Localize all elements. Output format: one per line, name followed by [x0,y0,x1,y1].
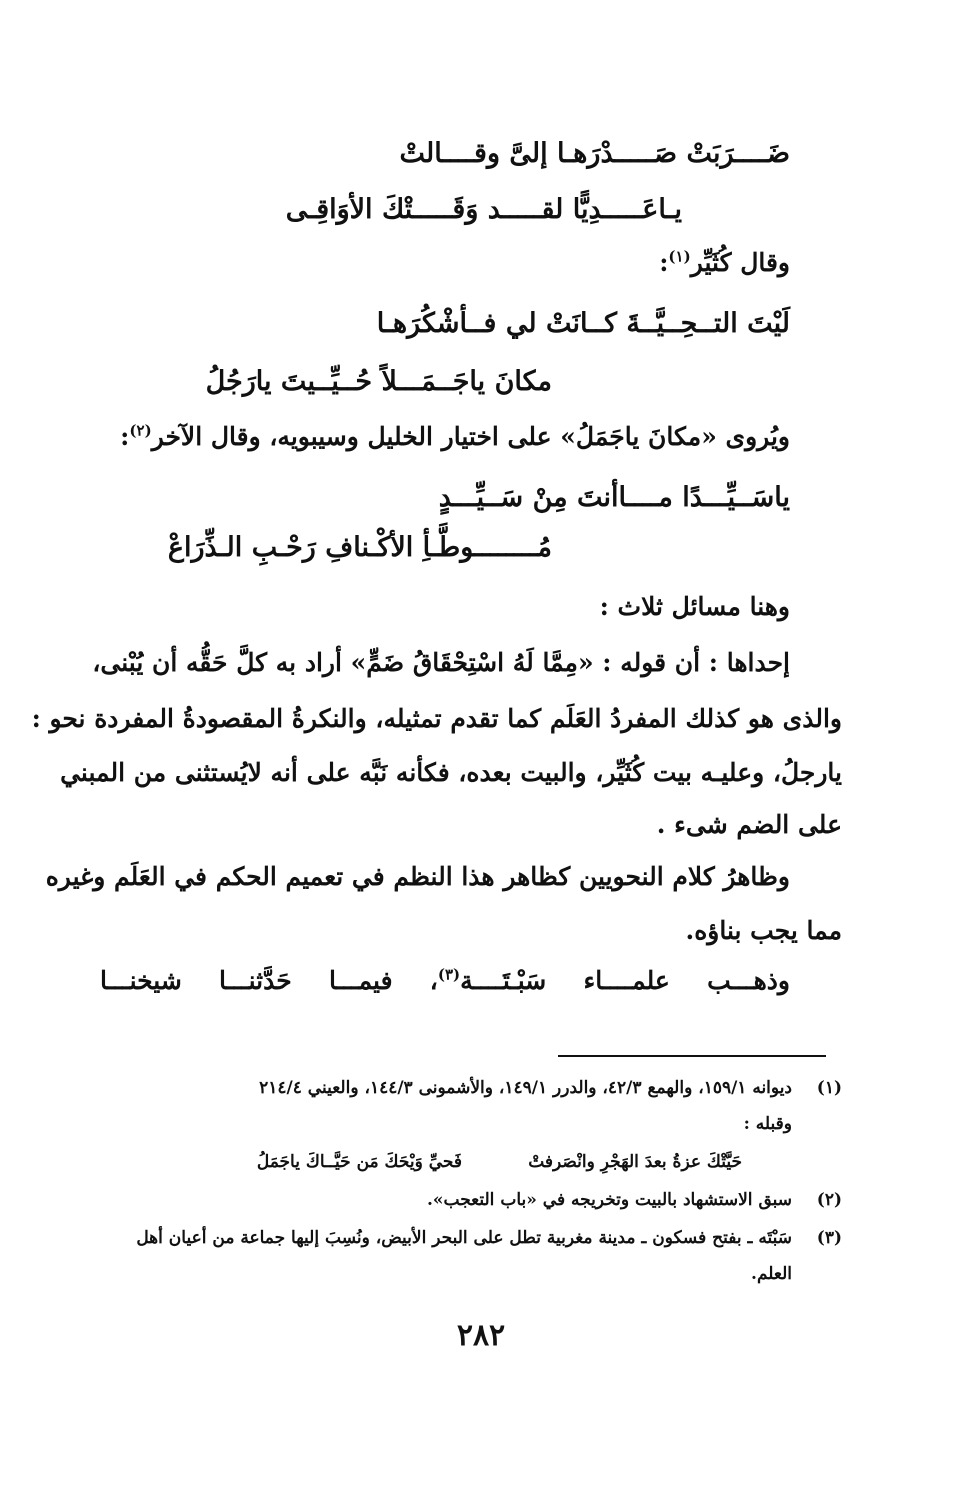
para3-before: وذهـــب علمــــاء سَبْـتَــــة [460,966,790,995]
verse-line: مكانَ ياجَــمَـــلاً حُــيِّــيتَ يارَجُلُ [205,366,552,397]
para3-after: ، فيمـــا حَدَّثنـــا شيخنـــا [100,966,438,995]
footnote-verse-second-half: فَحيِّ وَيْحَكَ مَن حَيَّــاكَ ياجَمَلُ [256,1152,462,1172]
section-heading: وهنا مسائل ثلاث : [599,592,790,621]
footnote-text: سبق الاستشهاد بالبيت وتخريجه في «باب التعجب». [426,1190,792,1210]
intro-text: وقال كُثَيِّر [690,248,790,277]
footnote-number: (٢) [816,1190,842,1210]
yurwa-text: ويُروى «مكانَ ياجَمَلُ» على اختيار الخليل وسيبويه، وقال الآخر [151,422,790,451]
paragraph-line: والذى هو كذلك المفردُ العَلَم كما تقدم تمثيله، والنكرةُ المقصودةُ المفردة نحو : [31,704,842,733]
footnote-number: (١) [816,1078,842,1098]
footnote-number: (٣) [816,1228,842,1248]
verse-line: لَيْتَ التــحِــيَّــةَ كــانَتْ لي فــأشْكُرَهـا [376,308,790,339]
verse-line: يـاعَـــــدِيًّا لقـــــد وَقَـــــتْكَ الأوَاقِـى [285,194,682,225]
paragraph-line [100,966,790,996]
paragraph-line: مما يجب بناؤه. [685,916,842,945]
footnote-text: ديوانه ١٥٩/١، والهمع ٤٢/٣، والدرر ١٤٩/١، والأشمونى ١٤٤/٣، والعيني ٢١٤/٤ [259,1078,792,1098]
footnote-3-continuation: العلم. [751,1264,792,1284]
yurwa-line [120,422,790,452]
page-number: ٢٨٢ [456,1318,506,1353]
paragraph-line: وظاهرُ كلام النحويين كظاهر هذا النظم في تعميم الحكم في العَلَم وغيره [45,862,790,891]
footnote-ref: (١) [668,247,691,266]
verse-line: مُــــــــوطَّـأِ الأكْـنافِ رَحْـبِ الـذِّرَاعْ [167,532,552,563]
footnote-divider [558,1055,826,1057]
footnote-ref: (٣) [437,965,461,984]
paragraph-line: على الضم شىء . [656,810,842,839]
verse-line: ضَــــرَبَتْ صَـــــدْرَهـا إلىَّ وقــــالتْ [399,138,790,169]
footnote-1-qabla: وقبله : [743,1114,792,1134]
verse-line: ياسَــيِّـــدًا مــــاأنتَ مِنْ سَــيِّـــدٍ [438,482,790,513]
footnote-text: سَبْتَه ـ بفتح فسكون ـ مدينة مغربية تطل على البحر الأبيض، ونُسِبَ إليها جماعة من أعيان أهل [136,1228,792,1248]
footnote-ref: (٢) [129,421,152,440]
paragraph-line: إحداها : أن قوله : «مِمَّا لَهُ اسْتِحْقَاقُ ضَمٍّ» أراد به كلَّ حَقُّه أن يُبْنى، [92,648,790,677]
intro-colon: : [659,248,669,277]
footnote-verse-first-half: حَيَّتْكَ عزةُ بعدَ الهَجْرِ وانْصَرفتْ [528,1152,742,1172]
paragraph-line: يارجلُ، وعليـه بيت كُثَيِّر، والبيت بعده، فكأنه نَبَّه على أنه لايُستثنى من المبني [60,758,842,787]
yurwa-colon: : [120,422,130,451]
kuthayyir-intro [659,248,790,278]
